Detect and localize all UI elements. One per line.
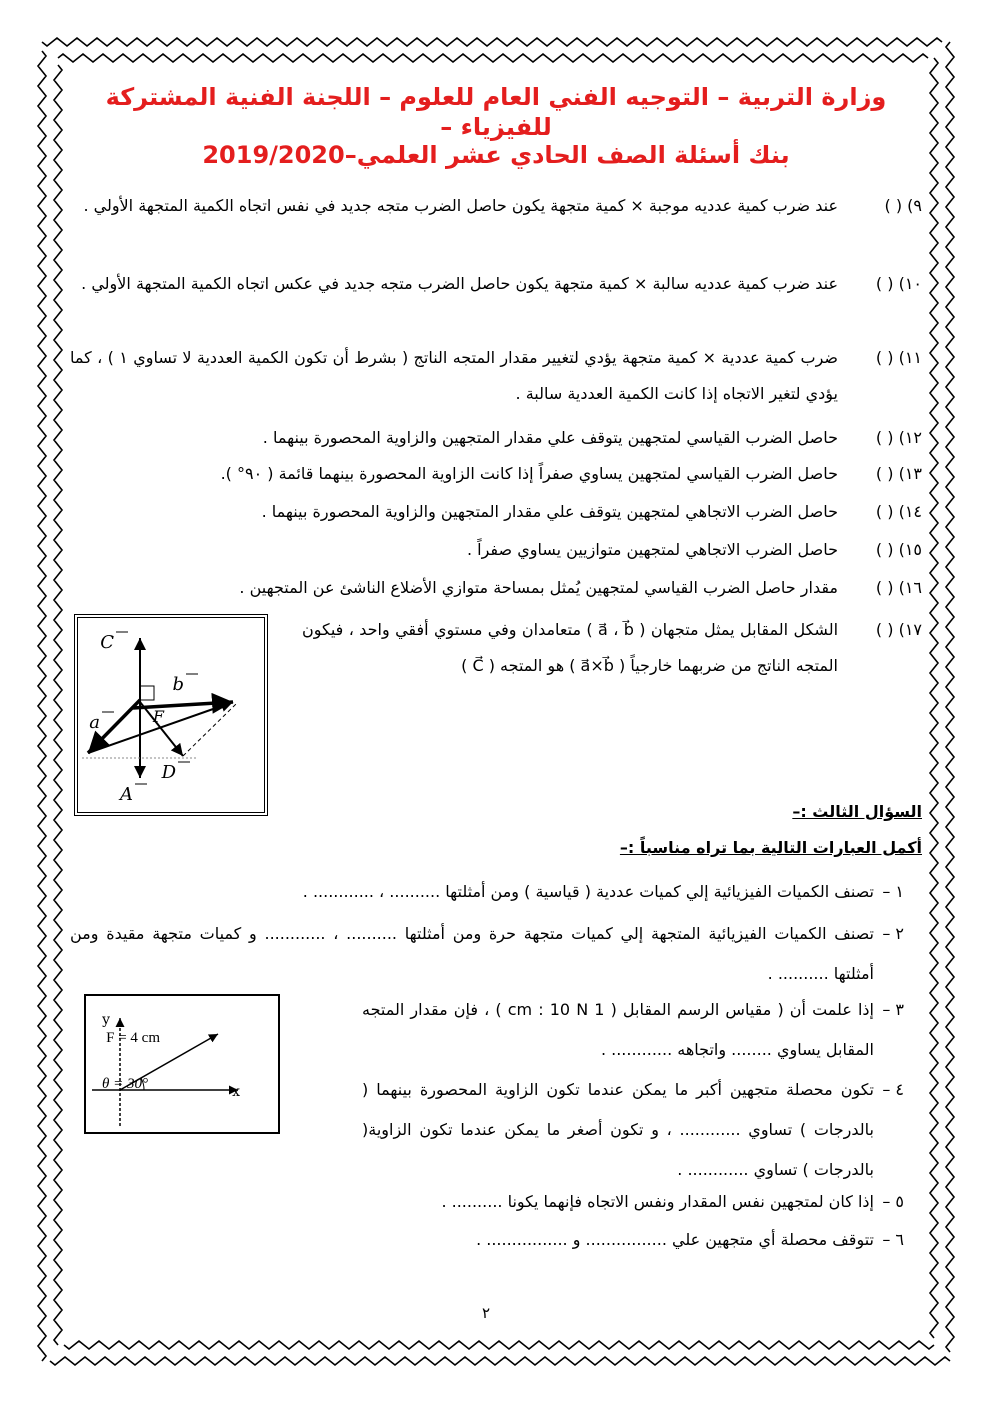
item-text: إذا علمت أن ( مقياس الرسم المقابل ( 1 cm : 10 N ) ، فإن مقدار المتجه المقابل يساوي ........ واتجاهه ............ . [362, 1000, 875, 1059]
item-text: إذا كان لمتجهين نفس المقدار ونفس الاتجاه فإنهما يكونا .......... . [441, 1192, 874, 1211]
header-line-2: بنك أسئلة الصف الحادي عشر العلمي–2019/2020 [202, 141, 790, 169]
dashed-line [183, 704, 236, 756]
question-number: ١٥) ( ) [875, 540, 922, 559]
force-label: F = 4 cm [106, 1030, 160, 1046]
label-c: C [100, 632, 114, 653]
question-number: ٩) ( ) [884, 196, 922, 215]
item-number: ٦ – [882, 1230, 904, 1249]
header-line-1: وزارة التربية – التوجيه الفني العام للعلوم – اللجنة الفنية المشتركة للفيزياء – [105, 83, 887, 141]
force-diagram [86, 996, 278, 1132]
question-number: ١٢) ( ) [875, 428, 922, 447]
complete-item-2 [70, 914, 922, 994]
question-13 [70, 456, 922, 492]
question-text: ضرب كمية عددية × كمية متجهة يؤدي لتغيير مقدار المتجه الناتج ( بشرط أن تكون الكمية العددية لا تساوي ١ ) ، كما يؤدي لتغير الاتجاه إذا كانت الكمية العددية سالبة . [70, 348, 839, 403]
question-text: عند ضرب كمية عدديه سالبة × كمية متجهة يكون حاصل الضرب متجه جديد في عكس اتجاه الكمية المتجهة الأولي . [81, 274, 838, 293]
question-17 [302, 612, 922, 684]
x-label: x [232, 1084, 240, 1100]
question-text: حاصل الضرب القياسي لمتجهين يتوقف علي مقدار المتجهين والزاوية المحصورة بينهما . [262, 428, 838, 447]
label-a: a [89, 712, 100, 733]
label-a-down: A [120, 784, 133, 805]
section-3-subtitle: أكمل العبارات التالية بما تراه مناسباً :– [619, 838, 922, 857]
vector-diagram [78, 618, 264, 812]
label-f: F [152, 707, 164, 726]
question-number: ١٣) ( ) [875, 464, 922, 483]
question-number: ١٠) ( ) [875, 274, 922, 293]
item-number: ١ – [882, 882, 904, 901]
right-angle-mark [140, 686, 154, 700]
question-text: حاصل الضرب القياسي لمتجهين يساوي صفراً إذا كانت الزاوية المحصورة بينهما قائمة ( ٩٠° ). [220, 464, 838, 483]
complete-item-5 [70, 1182, 922, 1222]
force-figure-3 [84, 994, 280, 1134]
question-text: حاصل الضرب الاتجاهي لمتجهين متوازيين يساوي صفراً . [466, 540, 838, 559]
item-number: ٤ – [882, 1080, 904, 1099]
question-10 [70, 266, 922, 302]
item-number: ٥ – [882, 1192, 904, 1211]
question-text: مقدار حاصل الضرب القياسي لمتجهين يُمثل بمساحة متوازي الأضلاع الناشئ عن المتجهين . [239, 578, 838, 597]
item-text: تكون محصلة متجهين أكبر ما يمكن عندما تكون الزاوية المحصورة بينهما ( بالدرجات ) تساوي ............ ، و تكون أصغر ما يمكن عندما تكون الزاوية( بالدرجات ) تساوي ............ . [362, 1080, 874, 1179]
complete-item-4 [362, 1070, 922, 1190]
item-text: تصنف الكميات الفيزيائية المتجهة إلي كميات متجهة حرة ومن أمثلتها .......... ، ............ و كميات متجهة مقيدة ومن أمثلتها .......... . [70, 924, 874, 983]
complete-item-6 [70, 1220, 922, 1260]
question-12 [70, 420, 922, 456]
item-text: تصنف الكميات الفيزيائية إلي كميات عددية ( قياسية ) ومن أمثلتها .......... ، ............ . [302, 882, 874, 901]
question-16 [70, 570, 922, 606]
section-3-title: السؤال الثالث :– [792, 802, 922, 821]
question-number: ١١) ( ) [875, 348, 922, 367]
question-number: ١٦) ( ) [875, 578, 922, 597]
label-b: b [172, 674, 184, 695]
vector-figure-17 [74, 614, 268, 816]
question-text: عند ضرب كمية عدديه موجبة × كمية متجهة يكون حاصل الضرب متجه جديد في نفس اتجاه الكمية المتجهة الأولي . [83, 196, 838, 215]
question-11 [70, 340, 922, 412]
item-number: ٢ – [882, 924, 904, 943]
item-number: ٣ – [882, 1000, 904, 1019]
question-number: ١٤) ( ) [875, 502, 922, 521]
question-text: حاصل الضرب الاتجاهي لمتجهين يتوقف علي مقدار المتجهين والزاوية المحصورة بينهما . [261, 502, 838, 521]
question-number: ١٧) ( ) [875, 620, 922, 639]
label-d: D [161, 762, 176, 783]
y-label: y [102, 1012, 110, 1028]
item-text: تتوقف محصلة أي متجهين علي ................ و ................ . [476, 1230, 874, 1249]
question-15 [70, 532, 922, 568]
question-text: الشكل المقابل يمثل متجهان ( a⃗ ، b⃗ ) متعامدان وفي مستوي أفقي واحد ، فيكون المتجه الناتج من ضربهما خارجياً ( a⃗×b⃗ ) هو المتجه ( C⃗ ) [302, 620, 839, 675]
complete-item-3 [362, 990, 922, 1070]
question-9 [70, 188, 922, 224]
complete-item-1 [70, 872, 922, 912]
angle-label: θ = 30° [102, 1076, 148, 1092]
question-14 [70, 494, 922, 530]
